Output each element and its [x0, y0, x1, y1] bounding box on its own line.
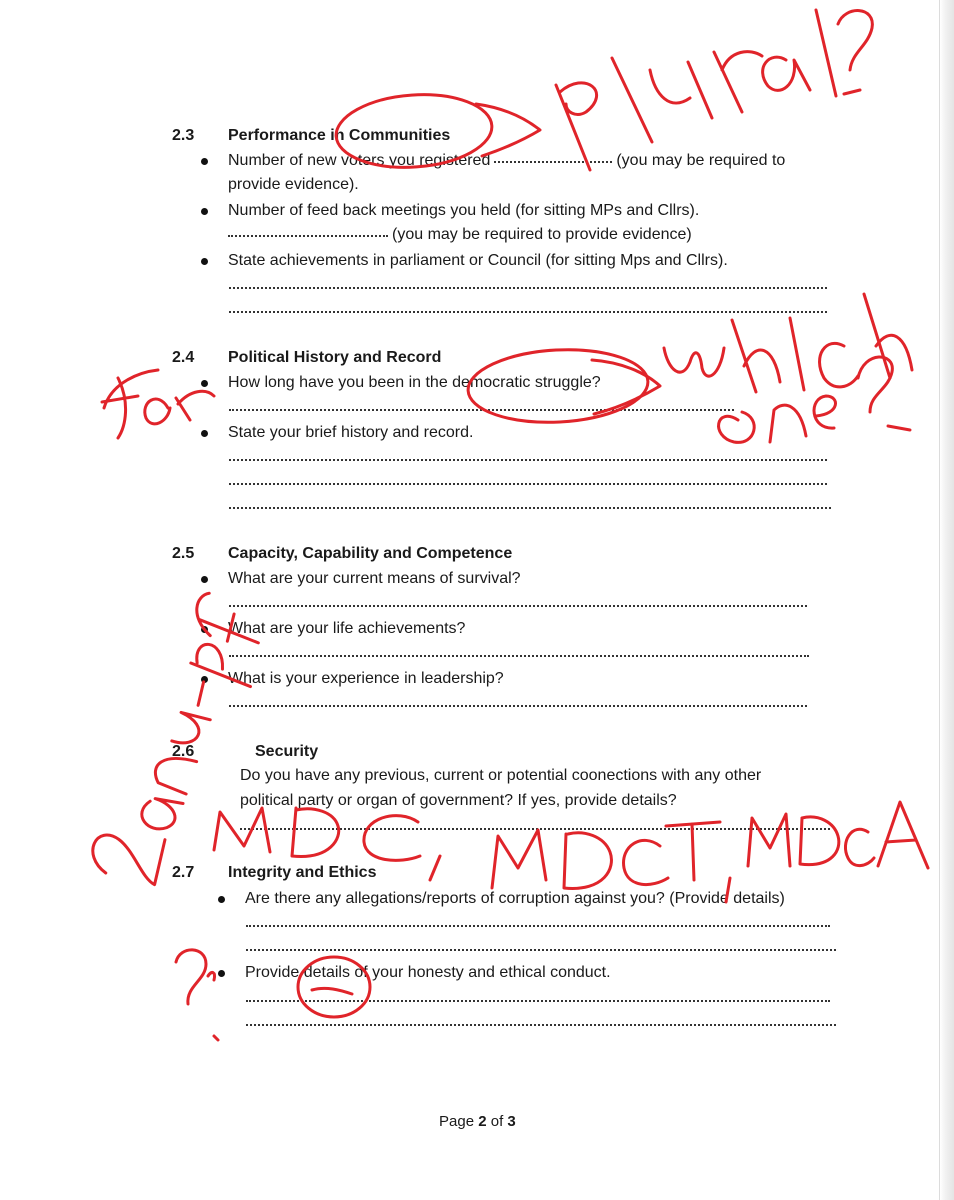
answer-line[interactable]: [229, 507, 831, 509]
which-one-annotation: [664, 294, 912, 442]
question-text: State your brief history and record.: [228, 424, 474, 441]
plural-annotation: [556, 10, 872, 170]
section-heading: Political History and Record: [228, 349, 442, 366]
question-text: What are your life achievements?: [228, 620, 466, 637]
section-number: 2.7: [172, 864, 195, 881]
for-annotation: [102, 370, 214, 438]
bullet: [201, 158, 208, 165]
bullet: [218, 896, 225, 903]
answer-line[interactable]: [240, 828, 830, 830]
page-number: Page 2 of 3: [439, 1113, 516, 1130]
question-text: Provide details of your honesty and ethical conduct.: [245, 964, 611, 981]
bullet: [218, 970, 225, 977]
question-text: Are there any allegations/reports of corruption against you? (Provide details): [245, 890, 785, 907]
answer-line[interactable]: [246, 925, 830, 927]
answer-line[interactable]: [229, 311, 827, 313]
question-text: How long have you been in the democratic struggle?: [228, 374, 601, 391]
question-text: Number of feed back meetings you held (for sitting MPs and Cllrs).: [228, 202, 700, 219]
page-edge: [939, 0, 954, 1200]
bullet: [201, 258, 208, 265]
answer-line[interactable]: [246, 949, 836, 951]
answer-blank[interactable]: [228, 235, 388, 237]
question-text: (you may be required to provide evidence): [228, 225, 692, 245]
answer-line[interactable]: [229, 459, 827, 461]
bullet: [201, 626, 208, 633]
section-number: 2.5: [172, 545, 195, 562]
question-text: political party or organ of government? If yes, provide details?: [240, 792, 677, 809]
question-text: Number of new voters you registered (you may be required to: [228, 152, 786, 169]
section-heading: Capacity, Capability and Competence: [228, 545, 513, 562]
section-number: 2.3: [172, 127, 195, 144]
answer-blank[interactable]: [494, 161, 612, 163]
bullet: [201, 576, 208, 583]
answer-line[interactable]: [229, 655, 809, 657]
bullet: [201, 380, 208, 387]
section-number: 2.6: [172, 743, 195, 760]
bullet: [201, 676, 208, 683]
answer-line[interactable]: [229, 705, 807, 707]
question-text: What is your experience in leadership?: [228, 670, 504, 687]
question-text: Do you have any previous, current or potential coonections with any other: [240, 767, 762, 784]
bullet: [201, 430, 208, 437]
bullet: [201, 208, 208, 215]
section-heading: Integrity and Ethics: [228, 864, 377, 881]
question-mark-annotation: [176, 950, 218, 1040]
answer-line[interactable]: [229, 605, 807, 607]
section-heading: Performance in Communities: [228, 127, 451, 144]
answer-line[interactable]: [229, 483, 827, 485]
answer-line[interactable]: [229, 287, 827, 289]
answer-line[interactable]: [246, 1024, 836, 1026]
section-number: 2.4: [172, 349, 195, 366]
section-heading: Security: [255, 743, 319, 760]
answer-line[interactable]: [229, 409, 734, 411]
parties-annotation: [214, 802, 928, 902]
question-text: State achievements in parliament or Council (for sitting Mps and Cllrs).: [228, 252, 728, 269]
question-text: provide evidence).: [228, 176, 359, 193]
answer-line[interactable]: [246, 1000, 830, 1002]
question-text: What are your current means of survival?: [228, 570, 521, 587]
